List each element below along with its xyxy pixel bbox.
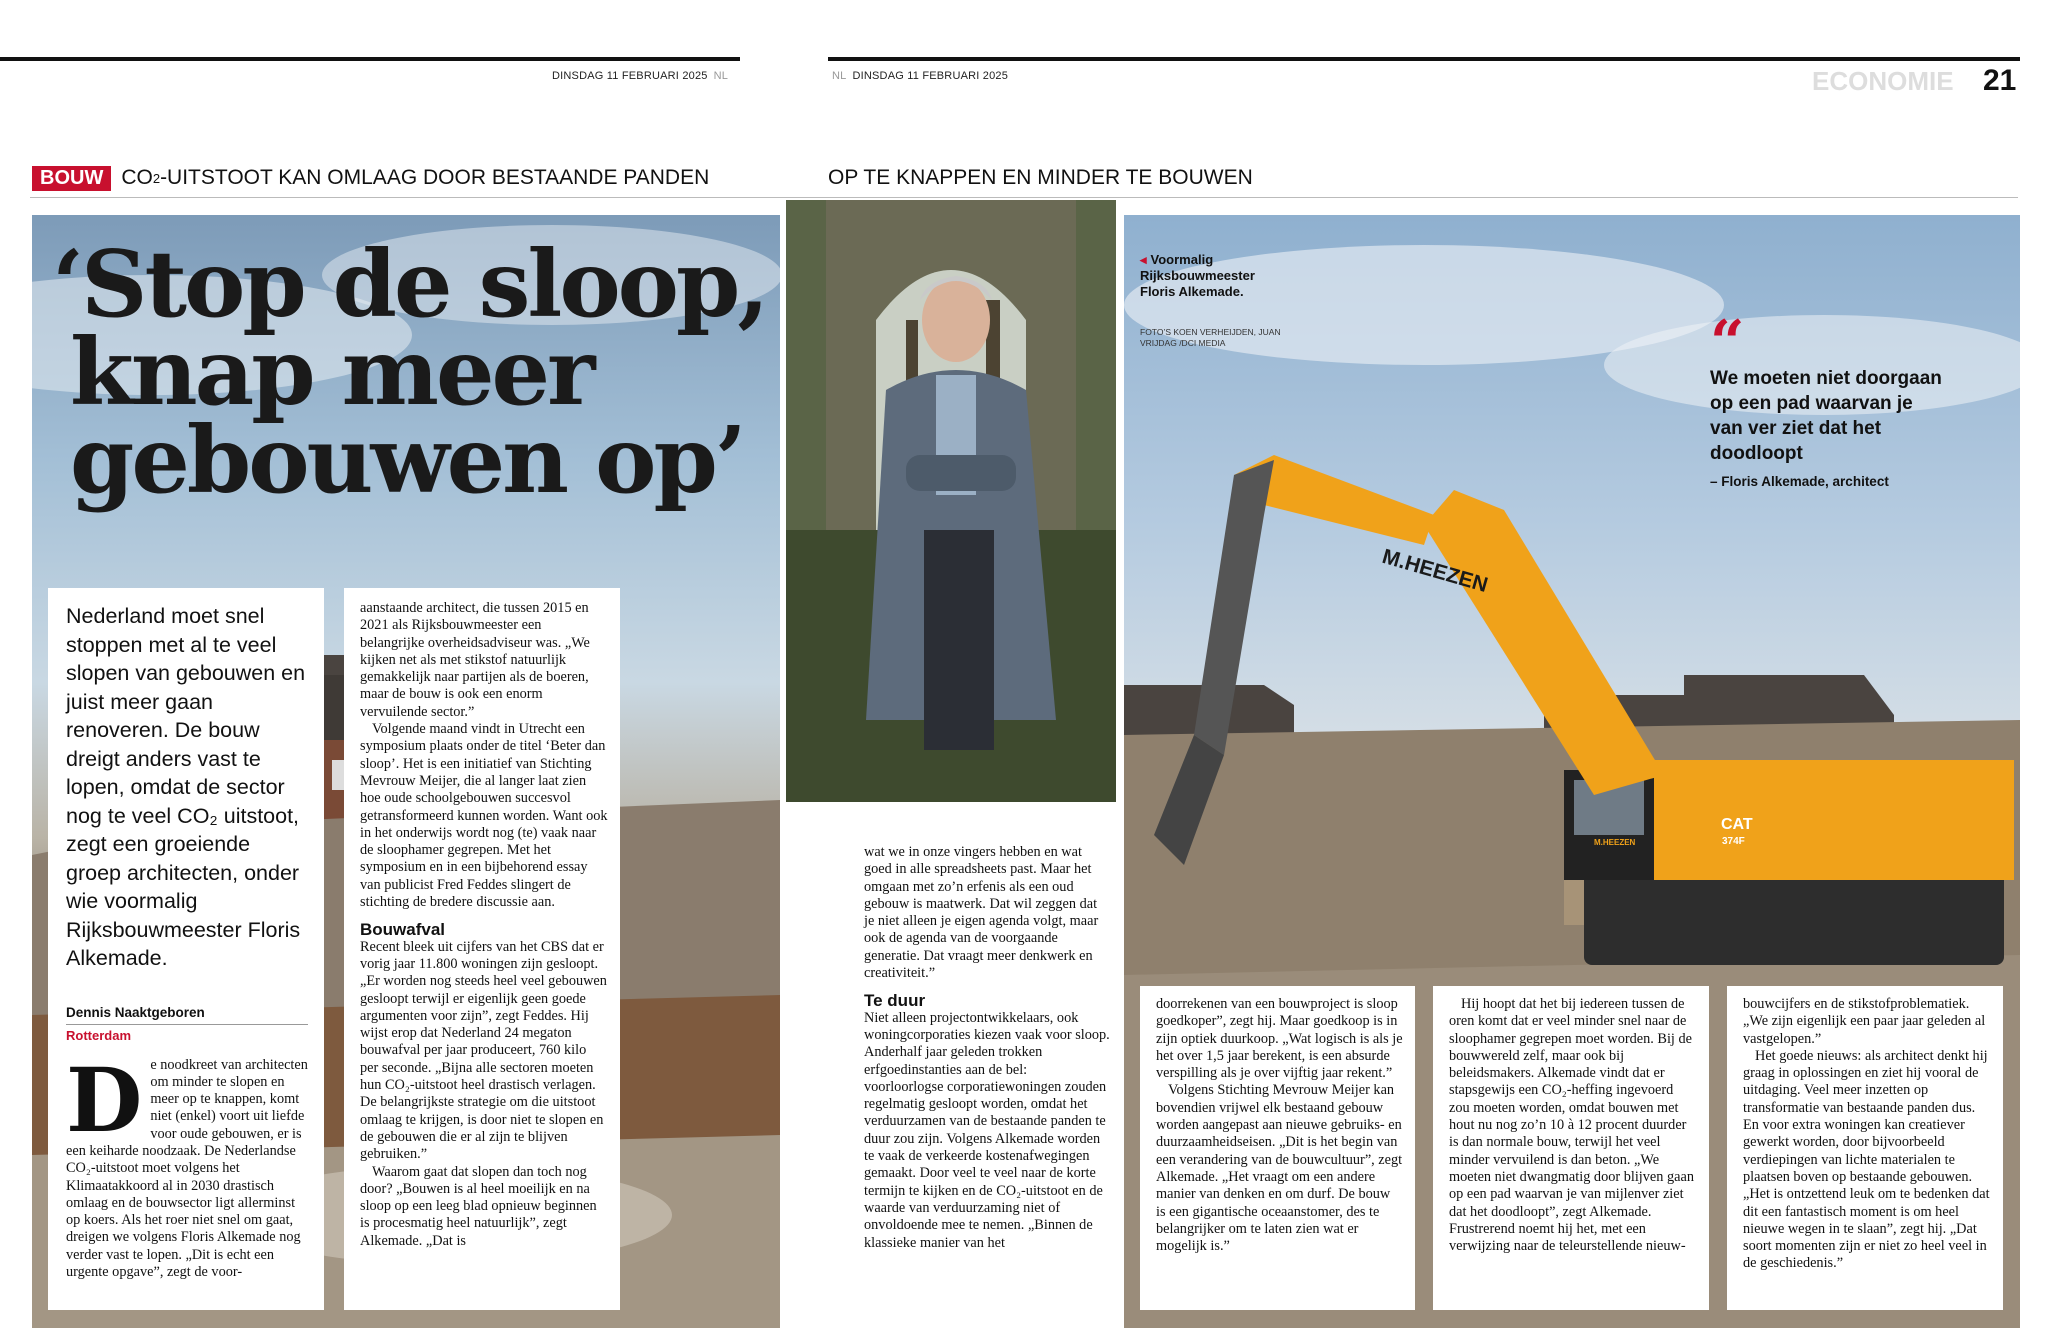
pull-quote [1710, 308, 1950, 489]
article-column-3 [848, 832, 1122, 1310]
kicker-right [828, 164, 1253, 192]
col3-paragraph-1: wat we in onze vingers hebben en wat goed in alle spreadsheets past. Maar het omgaan met zo’n erfenis als een oud gebouw is maatwerk. Dat wil zeggen dat je niet alleen je eigen agenda volgt, maar ook de agenda van de voorgaande generatie. Dat vraagt meer denkwerk en creativiteit.” [864, 844, 1099, 982]
kicker-left-post: -UITSTOOT KAN OMLAAG DOOR BESTAANDE PANDEN [160, 166, 710, 189]
photo-credit: FOTO’S KOEN VERHEIJDEN, JUAN VRIJDAG /DCI MEDIA [1140, 327, 1281, 348]
byline-place: Rotterdam [66, 1027, 132, 1043]
article-column-4 [1140, 986, 1415, 1310]
lede: Nederland moet snel stoppen met al te veel slopen van gebouwen en juist meer gaan renoveren. De bouw dreigt anders vast te lopen, omdat de sector nog te veel CO₂ uitstoot, zegt een groeiende groep architecten, onder wie voormalig Rijksbouwmeester Floris Alkemade. [66, 604, 306, 970]
dateline-left [552, 70, 734, 82]
kicker-left-pre: CO [121, 166, 153, 189]
portrait-scene [786, 200, 1116, 802]
subhead-bouwafval: Bouwafval [360, 920, 446, 940]
dateline-right [826, 70, 1008, 82]
category-tag: BOUW [32, 166, 111, 191]
headline-line-1: ‘Stop de sloop, [52, 230, 767, 338]
photo-portrait [786, 200, 1116, 802]
excavator-brand-boom: M.HEEZEN [1379, 545, 1491, 598]
caption-text: Voormalig Rijksbouwmeester Floris Alkemade. [1140, 252, 1255, 299]
excavator-model: 374F [1722, 836, 1745, 847]
subhead-te-duur: Te duur [864, 991, 926, 1011]
col2-paragraph-2: Volgende maand vindt in Utrecht een symposium plaats onder de titel ‘Beter dan sloop’. Het is een initiatief van Stichting Mevrouw Meijer, die al langer laat zien hoe oude schoolgebouwen succesvol getransformeerd kunnen worden. Want ook in het onderwijs wordt nog (te) vaak naar de sloophamer gegrepen. Met het symposium en in een bijbehorend essay van publicist Fred Feddes slingert de stichting de bredere discussie aan. [360, 721, 608, 911]
col6-paragraph-2: Het goede nieuws: als architect denkt hij graag in oplossingen en ziet hij vooral de uitdaging. Veel meer inzetten op transformatie van bestaande panden dus. En voor extra woningen kan creatiever gewerkt worden, door bijvoorbeeld verdiepingen van lichte materialen te plaatsen boven op bestaande gebouwen. „Het is ontzettend leuk om te bedenken dat dit een fantastisch moment is om heel nieuwe wegen in te slaan”, zegt hij. „Dat soort momenten zijn er niet zo heel veel in de geschiedenis.” [1743, 1047, 1990, 1272]
article-column-2 [344, 588, 620, 1310]
article-column-5 [1433, 986, 1709, 1310]
excavator-logo: CAT [1721, 816, 1753, 833]
col6-paragraph-1: bouwcijfers en de stikstofproblematiek. „We zijn eigenlijk een paar jaar geleden al vastgelopen.” [1743, 996, 1986, 1047]
col2-paragraph-3: Recent bleek uit cijfers van het CBS dat er vorig jaar 11.800 woningen zijn gesloopt. „Er worden nog steeds heel veel gebouwen gesloopt terwijl er eigenlijk geen goede argumenten voor zijn”, zegt Feddes. Hij wijst erop dat Nederland 24 megaton bouwafval per jaar produceert, 760 kilo per seconde. „Bijna alle sectoren moeten hun CO₂-uitstoot heel drastisch verlagen. De belangrijkste strategie om die uitstoot omlaag te krijgen, is door niet te slopen en de gebouwen die er al zijn te blijven gebruiken.” [360, 938, 607, 1163]
article-column-6 [1727, 986, 2003, 1310]
quote-text: We moeten niet doorgaan op een pad waarvan je van ver ziet dat het doodloopt [1710, 368, 1942, 464]
headline-line-3: gebouwen op’ [70, 406, 744, 514]
excavator-brand-cab: M.HEEZEN [1594, 838, 1636, 847]
col4-paragraph-2: Volgens Stichting Mevrouw Meijer kan bovendien vrijwel elk bestaand gebouw worden aangepast aan nieuwe gebruiks- en duurzaamheidseisen. „Dit is het begin van een verandering van de bouwcultuur”, zegt Alkemade. „Het vraagt om een andere manier van denken en om durf. De bouw is een gigantische oceaanstomer, des te belangrijker om te laten zien wat er mogelijk is.” [1156, 1082, 1403, 1255]
headline [52, 230, 767, 514]
edition-right: NL [832, 70, 847, 82]
caption-pointer-icon: ◂ [1140, 252, 1147, 267]
intro-body-text: e noodkreet van architecten om minder te slopen en meer op te knappen, komt niet (enkel) voort uit liefde voor oude gebouwen, er is een keiharde noodzaak. De Nederlandse CO₂-uitstoot moet volgens het Klimaatakkoord al in 2030 drastisch omlaag en de bouwsector ligt allerminst op koers. Als het roer niet snel om gaat, dreigen we volgens Floris Alkemade nog verder vast te lopen. „Dit is echt een urgente opgave”, zegt de voor- [66, 1056, 308, 1281]
date-left: DINSDAG 11 FEBRUARI 2025 [552, 70, 708, 82]
section-title: ECONOMIE [1812, 66, 1954, 96]
kicker-right-text: OP TE KNAPPEN EN MINDER TE BOUWEN [828, 166, 1253, 189]
dropcap: D [66, 1047, 143, 1152]
quote-mark-icon: “ [1710, 308, 1745, 378]
col3-paragraph-2: Niet alleen projectontwikkelaars, ook woningcorporaties kiezen vaak voor sloop. Anderhalf jaar geleden trokken erfgoedinstanties aan de bel: voorloorlogse corporatiewoningen zouden regelmatig gesloopt worden, omdat het verduurzamen van de bestaande panden te duur zou zijn. Volgens Alkemade worden te vaak de verkeerde kostenafwegingen gemaakt. Door veel te veel naar de korte termijn te kijken en de CO₂-uitstoot en de waarde van verduurzaming niet of onvoldoende mee te nemen. „Binnen de klassieke manier van het [864, 1009, 1110, 1251]
kicker-rule [30, 197, 2018, 198]
headline-line-2: knap meer [70, 318, 593, 426]
kicker-subscript: 2 [152, 170, 161, 186]
edition-left: NL [713, 70, 729, 82]
col4-paragraph-1: doorrekenen van een bouwproject is sloop goedkoper”, zegt hij. Maar goedkoop is in zijn optiek duurkoop. „Wat logisch is als je het over 1,5 jaar berekent, is een absurde verspilling als je over vijftig jaar rekent.” [1156, 996, 1403, 1082]
byline-author: Dennis Naaktgeboren [66, 1005, 308, 1025]
col2-paragraph-4: Waarom gaat dat slopen dan toch nog door? „Bouwen is al heel moeilijk en na sloop op een leeg blad opnieuw beginnen is procesmatig heel natuurlijk”, zegt Alkemade. „Dat is [360, 1163, 597, 1249]
kicker-left [32, 164, 709, 192]
top-rule-right [828, 57, 2020, 61]
col5-paragraph-1: Hij hoopt dat het bij iedereen tussen de oren komt dat er veel minder snel naar de sloophamer gegrepen moet worden. Bij de bouwwereld zelf, maar ook bij beleidsmakers. Alkemade vindt dat er stapsgewijs een CO₂-heffing ingevoerd zou moeten worden, omdat bouwen met hout nu nog zo’n 10 à 12 procent duurder is dan normale bouw, terwijl het veel minder vervuilend is dan beton. „We moeten niet dwangmatig door blijven gaan op een pad waarvan je van mijlenver ziet dat het doodloopt”, zegt Alkemade. Frustrerend noemt hij het, met een verwijzing naar de teleurstellende nieuw- [1449, 996, 1694, 1255]
photo-caption [1140, 252, 1290, 300]
col2-paragraph-1: aanstaande architect, die tussen 2015 en 2021 als Rijksbouwmeester een belangrijke overheidsadviseur was. „We kijken net als met stikstof natuurlijk gemakkelijk naar partijen als de boeren, maar de bouw is ook een enorm vervuilende sector.” [360, 600, 590, 720]
top-rule-left [0, 57, 740, 61]
page-number: 21 [1983, 64, 2017, 97]
quote-attribution: – Floris Alkemade, architect [1710, 474, 1889, 489]
date-right: DINSDAG 11 FEBRUARI 2025 [852, 70, 1009, 82]
intro-column [48, 588, 324, 1310]
intro-body [66, 1047, 308, 1282]
